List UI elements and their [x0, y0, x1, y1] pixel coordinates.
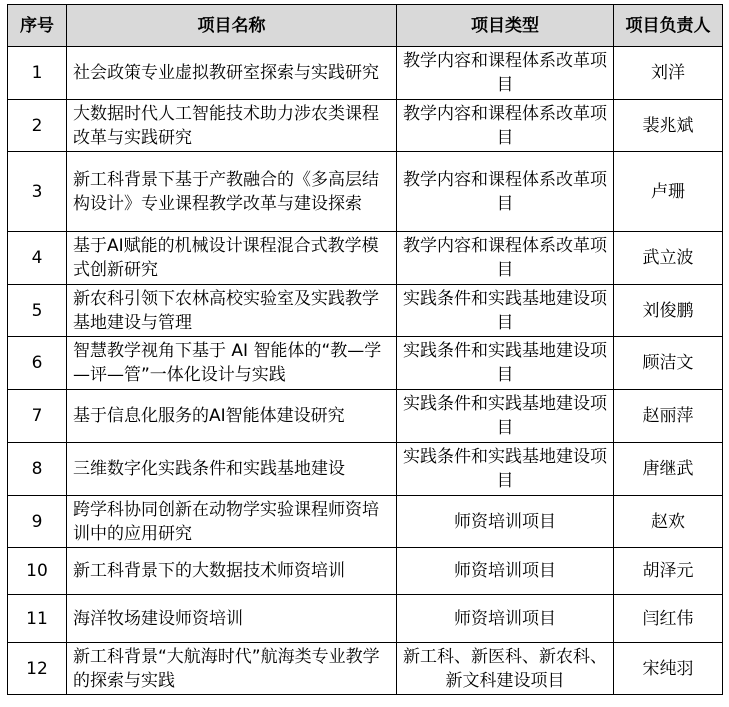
cell-name: 社会政策专业虚拟教研室探索与实践研究 [67, 47, 397, 100]
cell-type: 教学内容和课程体系改革项目 [397, 47, 614, 100]
cell-type: 教学内容和课程体系改革项目 [397, 232, 614, 285]
cell-type: 实践条件和实践基地建设项目 [397, 390, 614, 443]
cell-leader: 卢珊 [614, 152, 723, 232]
cell-no: 10 [8, 548, 67, 595]
cell-leader: 顾洁文 [614, 337, 723, 390]
cell-leader: 唐继武 [614, 443, 723, 496]
cell-no: 7 [8, 390, 67, 443]
cell-name: 新工科背景“大航海时代”航海类专业教学的探索与实践 [67, 643, 397, 695]
cell-name: 智慧教学视角下基于 AI 智能体的“教—学—评—管”一体化设计与实践 [67, 337, 397, 390]
cell-no: 5 [8, 285, 67, 337]
cell-no: 9 [8, 496, 67, 548]
cell-name: 新农科引领下农林高校实验室及实践教学基地建设与管理 [67, 285, 397, 337]
cell-name: 基于AI赋能的机械设计课程混合式教学模式创新研究 [67, 232, 397, 285]
cell-leader: 胡泽元 [614, 548, 723, 595]
cell-no: 3 [8, 152, 67, 232]
table-row [8, 643, 723, 695]
cell-type: 实践条件和实践基地建设项目 [397, 443, 614, 496]
cell-leader: 宋纯羽 [614, 643, 723, 695]
cell-name: 跨学科协同创新在动物学实验课程师资培训中的应用研究 [67, 496, 397, 548]
cell-type: 实践条件和实践基地建设项目 [397, 337, 614, 390]
table-row [8, 47, 723, 100]
cell-name: 新工科背景下的大数据技术师资培训 [67, 548, 397, 595]
cell-no: 1 [8, 47, 67, 100]
header-row [8, 5, 723, 47]
cell-name: 海洋牧场建设师资培训 [67, 595, 397, 643]
table-row [8, 152, 723, 232]
cell-name: 大数据时代人工智能技术助力涉农类课程改革与实践研究 [67, 100, 397, 152]
table-row [8, 443, 723, 496]
cell-no: 8 [8, 443, 67, 496]
cell-leader: 赵丽萍 [614, 390, 723, 443]
header-name: 项目名称 [67, 5, 397, 47]
table-row [8, 595, 723, 643]
cell-leader: 刘洋 [614, 47, 723, 100]
cell-leader: 赵欢 [614, 496, 723, 548]
cell-no: 12 [8, 643, 67, 695]
cell-type: 师资培训项目 [397, 595, 614, 643]
cell-leader: 闫红伟 [614, 595, 723, 643]
cell-name: 基于信息化服务的AI智能体建设研究 [67, 390, 397, 443]
cell-no: 2 [8, 100, 67, 152]
cell-no: 11 [8, 595, 67, 643]
cell-name: 三维数字化实践条件和实践基地建设 [67, 443, 397, 496]
cell-leader: 刘俊鹏 [614, 285, 723, 337]
table-row [8, 548, 723, 595]
header-leader: 项目负责人 [614, 5, 723, 47]
cell-name: 新工科背景下基于产教融合的《多高层结构设计》专业课程教学改革与建设探索 [67, 152, 397, 232]
cell-leader: 武立波 [614, 232, 723, 285]
table-row [8, 285, 723, 337]
project-table [7, 4, 723, 695]
cell-type: 师资培训项目 [397, 496, 614, 548]
cell-type: 实践条件和实践基地建设项目 [397, 285, 614, 337]
cell-leader: 裴兆斌 [614, 100, 723, 152]
table-row [8, 100, 723, 152]
header-no: 序号 [8, 5, 67, 47]
cell-type: 新工科、新医科、新农科、新文科建设项目 [397, 643, 614, 695]
cell-no: 4 [8, 232, 67, 285]
table-row [8, 496, 723, 548]
table-row [8, 337, 723, 390]
cell-type: 师资培训项目 [397, 548, 614, 595]
cell-type: 教学内容和课程体系改革项目 [397, 100, 614, 152]
table-row [8, 390, 723, 443]
cell-no: 6 [8, 337, 67, 390]
table-row [8, 232, 723, 285]
cell-type: 教学内容和课程体系改革项目 [397, 152, 614, 232]
header-type: 项目类型 [397, 5, 614, 47]
